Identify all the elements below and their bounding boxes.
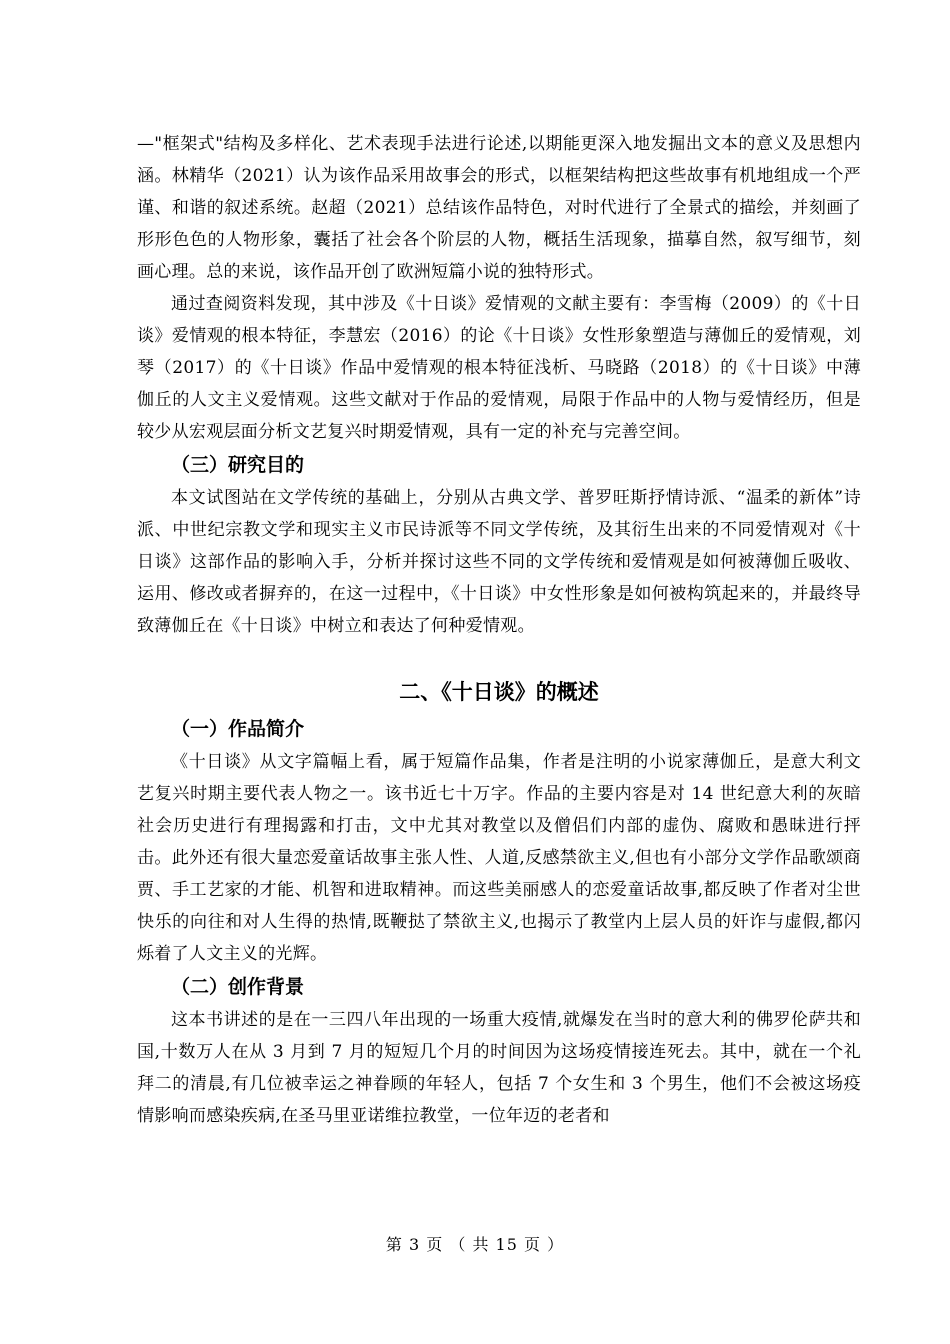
body-paragraph-framework: —"框架式"结构及多样化、艺术表现手法进行论述,以期能更深入地发掘出文本的意义及思想内涵。林精华（2021）认为该作品采用故事会的形式，以框架结构把这些故事有机地组成一个严谨、和谐的叙述系统。赵超（2021）总结该作品特色，对时代进行了全景式的描绘，并刻画了形形色色的人物形象，囊括了社会各个阶层的人物，概括生活现象，描摹自然，叙写细节，刻画心理。总的来说，该作品开创了欧洲短篇小说的独特形式。 [137,134,861,282]
page-number-footer: 第 3 页 （ 共 15 页 ） [385,1235,565,1254]
subheading-research-purpose: （三）研究目的 [171,454,305,476]
section-title-overview: 二、《十日谈》的概述 [399,680,599,704]
body-paragraph-research-purpose: 本文试图站在文学传统的基础上，分别从古典文学、普罗旺斯抒情诗派、“温柔的新体”诗派、中世纪宗教文学和现实主义市民诗派等不同文学传统，及其衍生出来的不同爱情观对《十日谈》这部作品的影响入手，分析并探讨这些不同的文学传统和爱情观是如何被薄伽丘吸收、运用、修改或者摒弃的，在这一过程中，《十日谈》中女性形象是如何被构筑起来的，并最终导致薄伽丘在《十日谈》中树立和表达了何种爱情观。 [137,488,861,636]
subheading-work-intro: （一）作品简介 [171,718,305,740]
body-paragraph-work-intro: 《十日谈》从文字篇幅上看，属于短篇作品集，作者是注明的小说家薄伽丘，是意大利文艺复兴时期主要代表人物之一。该书近七十万字。作品的主要内容是对 14 世纪意大利的灰暗社会历史进行有理揭露和打击，文中尤其对教堂以及僧侣们内部的虚伪、腐败和愚昧进行抨击。此外还有很大量恋爱童话故事主张人性、人道,反感禁欲主义,但也有小部分文学作品歌颂商贾、手工艺家的才能、机智和进取精神。而这些美丽感人的恋爱童话故事,都反映了作者对尘世快乐的向往和对人生得的热情,既鞭挞了禁欲主义,也揭示了教堂内上层人员的奸诈与虚假,都闪烁着了人文主义的光辉。 [137,752,861,964]
page-body [137,128,861,1132]
body-paragraph-literature-review: 通过查阅资料发现，其中涉及《十日谈》爱情观的文献主要有：李雪梅（2009）的《十日谈》爱情观的根本特征，李慧宏（2016）的论《十日谈》女性形象塑造与薄伽丘的爱情观，刘琴（2017）的《十日谈》作品中爱情观的根本特征浅析、马晓路（2018）的《十日谈》中薄伽丘的人文主义爱情观。这些文献对于作品的爱情观，局限于作品中的人物与爱情经历，但是较少从宏观层面分析文艺复兴时期爱情观，具有一定的补充与完善空间。 [137,294,861,442]
body-paragraph-creation-background: 这本书讲述的是在一三四八年出现的一场重大疫情,就爆发在当时的意大利的佛罗伦萨共和国,十数万人在从 3 月到 7 月的短短几个月的时间因为这场疫情接连死去。其中，就在一个礼拜二的清晨,有几位被幸运之神眷顾的年轻人，包括 7 个女生和 3 个男生，他们不会被这场疫情影响而感染疾病,在圣马里亚诺维拉教堂，一位年迈的老者和 [137,1010,861,1126]
subheading-creation-background: （二）创作背景 [171,976,305,998]
